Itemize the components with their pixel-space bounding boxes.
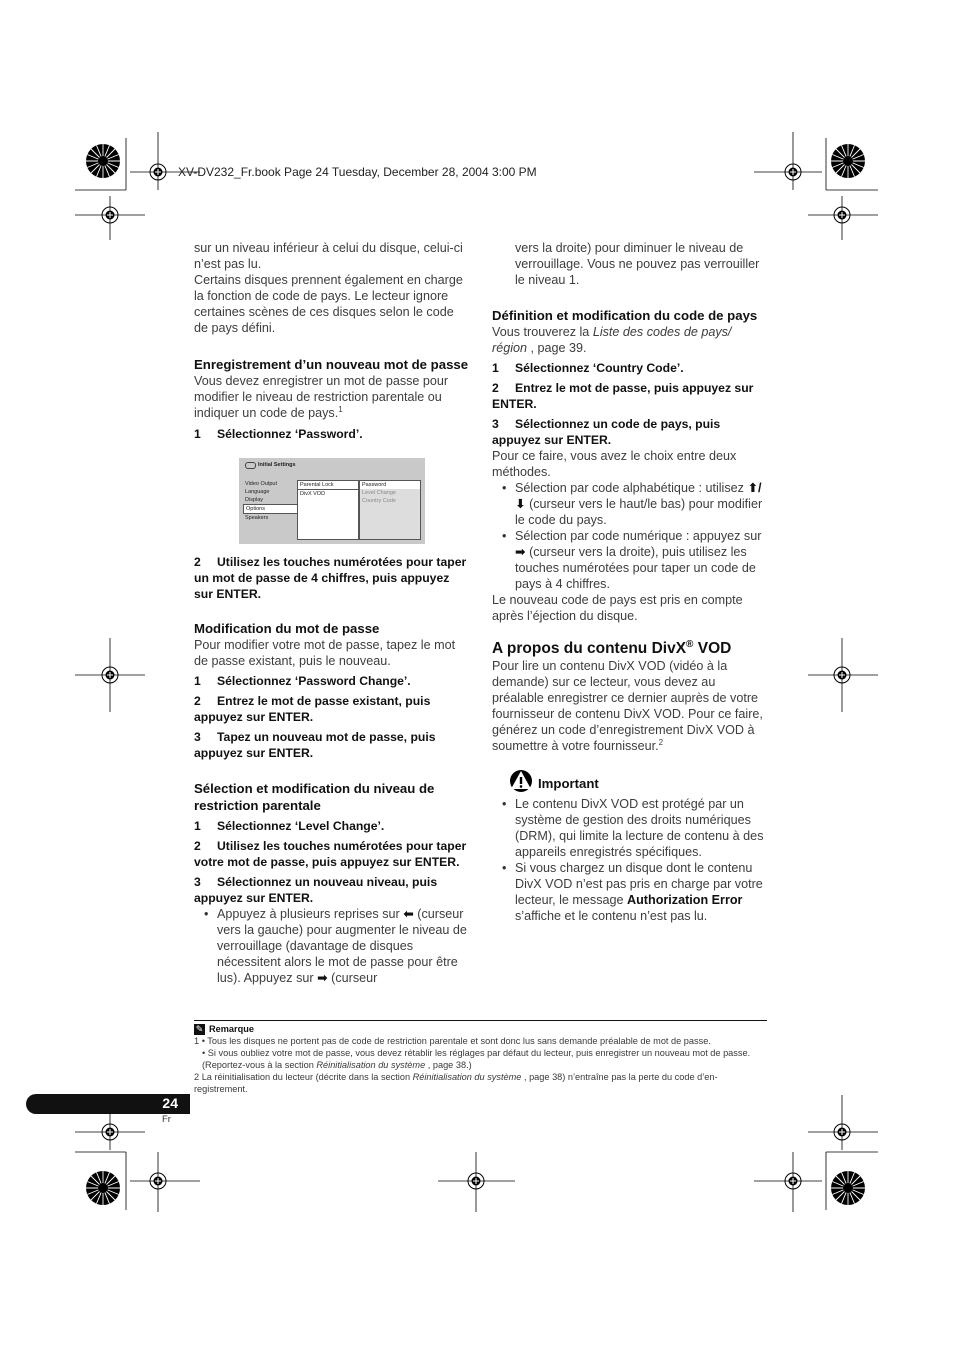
option: Country Code <box>362 498 396 504</box>
paragraph: Pour ce faire, vous avez le choix entre deux méthodes. <box>492 449 737 479</box>
settings-icon <box>245 462 256 469</box>
menu-item: Speakers <box>245 515 269 521</box>
footnote-text: La réinitialisation du lecteur (décrite dans la section <box>201 1072 411 1082</box>
section-title <box>492 639 768 658</box>
menu-item-selected: Options <box>243 504 297 514</box>
step-text: Entrez le mot de passe, puis appuyez sur ENTER. <box>492 381 754 411</box>
list-item-text: Sélection par code alphabétique : utilisez <box>515 481 744 495</box>
footnote-text: • Tous les disques ne portent pas de code de restriction parentale et sont donc lus sans demande préalable de mot de passe. <box>201 1036 711 1046</box>
step-number: 1 <box>492 361 499 375</box>
step-text: Sélectionnez ‘Password Change’. <box>217 674 411 688</box>
section-title: Enregistrement d’un nouveau mot de passe <box>194 357 469 372</box>
step <box>194 673 470 689</box>
step-number: 1 <box>194 427 201 441</box>
screen-options <box>359 480 421 540</box>
step <box>194 874 470 906</box>
step-text: Sélectionnez un nouveau niveau, puis appuyez sur ENTER. <box>194 875 438 905</box>
step-number: 2 <box>492 381 499 395</box>
language-code: Fr <box>162 1114 171 1125</box>
page-number: 24 <box>162 1095 178 1111</box>
footnote-text: , page 38.) <box>427 1060 472 1070</box>
step-text: Tapez un nouveau mot de passe, puis appuyez sur ENTER. <box>194 730 436 760</box>
arrow-up-down-icon: ⬆/⬇ <box>515 481 762 511</box>
footnote-ref: 2 <box>658 737 664 747</box>
step-text: Sélectionnez un code de pays, puis appuyez sur ENTER. <box>492 417 721 447</box>
step-number: 1 <box>194 674 201 688</box>
registered-mark: ® <box>686 638 694 650</box>
file-info-header: XV-DV232_Fr.book Page 24 Tuesday, December 28, 2004 3:00 PM <box>178 165 537 179</box>
step-text: Entrez le mot de passe existant, puis appuyez sur ENTER. <box>194 694 431 724</box>
important-title: Important <box>538 776 599 791</box>
registration-sunburst-icon <box>831 1171 865 1205</box>
arrow-left-icon: ⬅ <box>403 907 414 921</box>
section-title: Modification du mot de passe <box>194 621 380 636</box>
paragraph-text: Pour lire un contenu DivX VOD (vidéo à la demande) sur ce lecteur, vous devez au préalable enregistrer ce dernier auprès de votre fournisseur de contenu DivX VOD. Pour ce faire, générez un code d’enregistrement DivX VOD à soumettre à votre fournisseur. <box>492 659 763 753</box>
list-item-text: Appuyez à plusieurs reprises sur <box>217 907 400 921</box>
remark-heading <box>194 1023 767 1035</box>
step <box>194 693 470 725</box>
footnote-text: • Si vous oubliez votre mot de passe, vous devez rétablir les réglages par défaut du lecteur, puis enregistrer un nouveau mot de passe. (Reportez-vous à la section <box>202 1048 751 1070</box>
menu-item: Language <box>245 489 270 495</box>
submenu-item: DivX VOD <box>300 491 326 497</box>
screen-menu <box>243 480 297 522</box>
paragraph-text: , page 39. <box>530 341 587 355</box>
important-heading <box>492 768 768 792</box>
message-text: Authorization Error <box>627 893 743 907</box>
step <box>194 818 470 834</box>
step <box>492 360 768 376</box>
list-item <box>492 480 768 528</box>
step-number: 2 <box>194 555 201 569</box>
title-text: VOD <box>693 640 732 657</box>
menu-item: Display <box>245 497 264 503</box>
list-item-text: (curseur <box>331 971 378 985</box>
footnote-number: 1 <box>194 1036 200 1046</box>
list-item: • Le contenu DivX VOD est protégé par un système de gestion des droits numériques (DRM), qui limite la lecture de contenu à des appareils enregistrés spécifiques. <box>492 796 768 860</box>
step-text: Sélectionnez ‘Country Code’. <box>515 361 684 375</box>
initial-settings-screen <box>239 458 425 544</box>
footnote <box>194 1071 767 1095</box>
warning-icon <box>508 768 534 792</box>
page-number-tab <box>26 1094 190 1114</box>
remark-title: Remarque <box>209 1024 254 1034</box>
paragraph-text: Vous trouverez la <box>492 325 590 339</box>
submenu-item-selected: Parental Lock <box>298 481 358 490</box>
footnote-ref: 1 <box>338 404 343 414</box>
paragraph: Pour modifier votre mot de passe, tapez le mot de passe existant, puis le nouveau. <box>194 638 456 668</box>
step <box>492 416 768 448</box>
paragraph <box>492 324 768 356</box>
screen-title: Initial Settings <box>258 462 296 468</box>
step-number: 3 <box>194 875 201 889</box>
right-column <box>492 240 768 924</box>
paragraph: sur un niveau inférieur à celui du disque, celui-ci n’est pas lu. <box>194 241 463 271</box>
step <box>194 838 470 870</box>
screen-submenu <box>297 480 359 540</box>
list-item-text: (curseur vers la droite), puis utilisez les touches numérotées pour taper un code de pays à 4 chiffres. <box>515 545 756 591</box>
paragraph-text: Vous devez enregistrer un mot de passe pour modifier le niveau de restriction parentale ou indiquer un code de pays. <box>194 374 449 420</box>
list-item-text: (curseur vers la gauche) pour augmenter le niveau de verrouillage (davantage de disques nécessitent alors le mot de passe pour être lus). Appuyez sur <box>217 907 467 985</box>
option-selected: Password <box>360 481 420 489</box>
paragraph: vers la droite) pour diminuer le niveau de verrouillage. Vous ne pouvez pas verrouiller le niveau 1. <box>515 241 760 287</box>
step <box>492 380 768 412</box>
screen-title-row <box>245 461 296 469</box>
reference-title: Réinitialisation du système <box>316 1060 426 1070</box>
reference-title: Liste des codes de pays/ région <box>492 325 732 355</box>
list-item <box>194 906 470 986</box>
arrow-right-icon: ➡ <box>317 971 328 985</box>
footnote <box>194 1035 767 1047</box>
step-text: Utilisez les touches numérotées pour taper un mot de passe de 4 chiffres, puis appuyez sur ENTER. <box>194 555 467 601</box>
footnote <box>194 1047 767 1071</box>
list-item <box>492 528 768 592</box>
step <box>194 729 470 761</box>
list-item-text: Si vous chargez un disque dont le contenu DivX VOD n’est pas pris en charge par votre lecteur, le message <box>515 861 763 907</box>
footnotes <box>194 1020 767 1095</box>
arrow-right-icon: ➡ <box>515 545 526 559</box>
list-item <box>492 860 768 924</box>
step-text: Sélectionnez ‘Password’. <box>217 427 363 441</box>
paragraph <box>492 658 768 754</box>
step-number: 1 <box>194 819 201 833</box>
step-number: 2 <box>194 839 201 853</box>
step-text: Sélectionnez ‘Level Change’. <box>217 819 385 833</box>
title-text: A propos du contenu DivX <box>492 640 687 657</box>
footnote-text: , page 38) n’entraîne pas la perte du code d’en-registrement. <box>194 1072 718 1094</box>
step <box>194 426 470 442</box>
left-column <box>194 240 470 986</box>
step <box>194 554 470 602</box>
note-icon: ✎ <box>195 1023 204 1034</box>
section-title: Sélection et modification du niveau de restriction parentale <box>194 781 435 813</box>
registration-sunburst-icon <box>86 144 120 178</box>
step-number: 3 <box>492 417 499 431</box>
step-number: 2 <box>194 694 201 708</box>
menu-item: Video Output <box>245 481 278 487</box>
step-number: 3 <box>194 730 201 744</box>
registration-sunburst-icon <box>831 144 865 178</box>
paragraph: Certains disques prennent également en charge la fonction de code de pays. Le lecteur ignore certaines scènes de ces disques selon le code de pays défini. <box>194 273 463 335</box>
paragraph <box>194 373 470 421</box>
step-text: Utilisez les touches numérotées pour taper votre mot de passe, puis appuyez sur ENTER. <box>194 839 467 869</box>
list-item-text: (curseur vers le haut/le bas) pour modifier le code du pays. <box>515 497 763 527</box>
footnote-number: 2 <box>194 1072 200 1082</box>
reference-title: Réinitialisation du système <box>412 1072 522 1082</box>
section-title: Définition et modification du code de pays <box>492 308 758 323</box>
paragraph: Le nouveau code de pays est pris en compte après l’éjection du disque. <box>492 593 743 623</box>
list-item-text: s’affiche et le contenu n’est pas lu. <box>515 909 708 923</box>
list-item-text: Sélection par code numérique : appuyez sur <box>515 529 762 543</box>
option: Level Change <box>362 490 396 496</box>
registration-sunburst-icon <box>86 1171 120 1205</box>
